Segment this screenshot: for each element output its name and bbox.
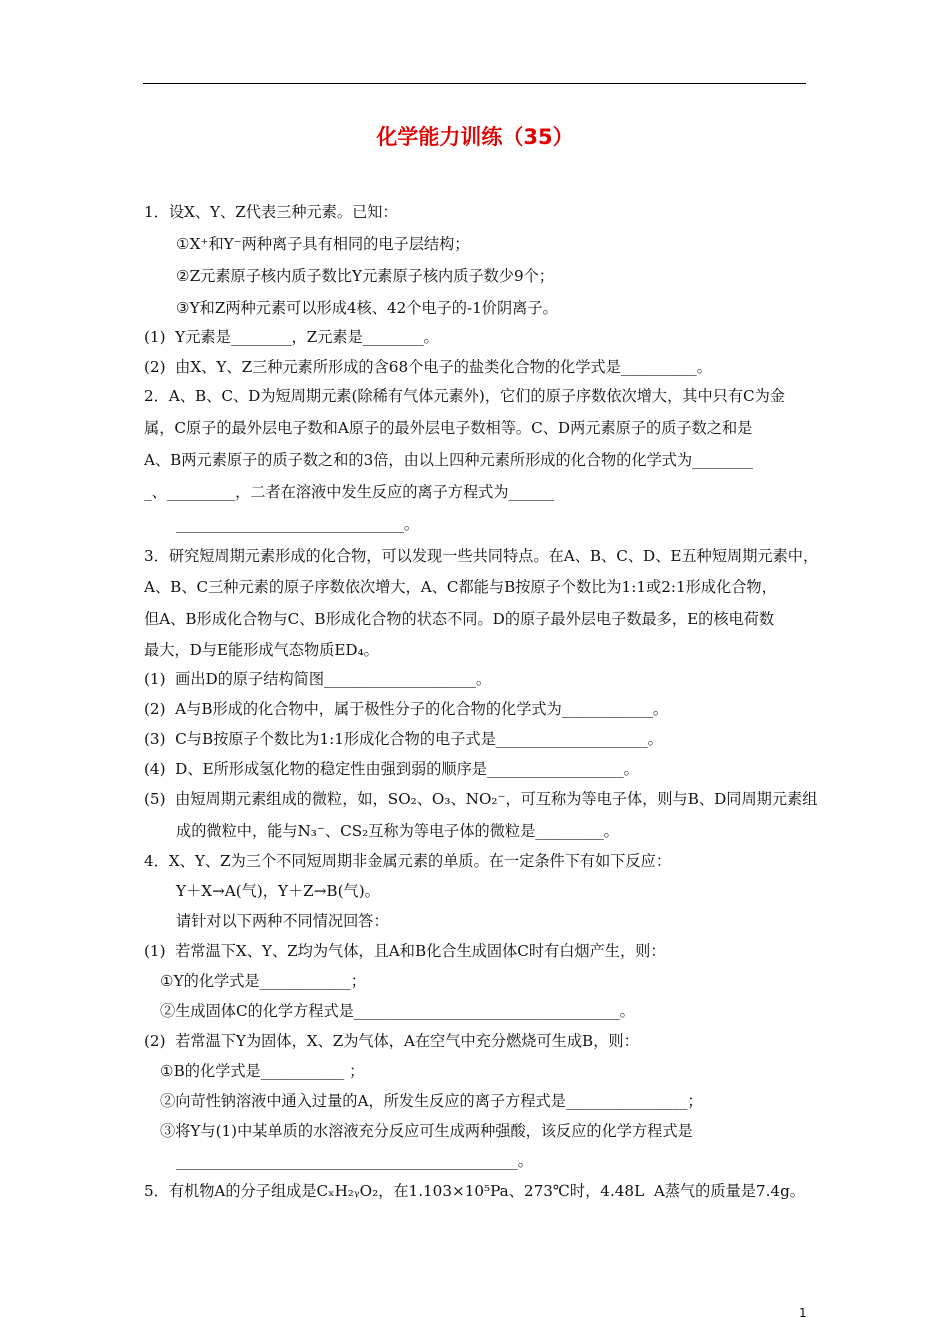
q4-part-1: (1) 若常温下X、Y、Z均为气体，且A和B化合生成固体C时有白烟产生，则： [144, 942, 666, 960]
q3-line-4: 最大，D与E能形成气态物质ED₄。 [144, 641, 379, 659]
q4-part-2: (2) 若常温下Y为固体，X、Z为气体，A在空气中充分燃烧可生成B，则： [144, 1032, 639, 1050]
q3-part-2: (2) A与B形成的化合物中，属于极性分子的化合物的化学式为____________。 [144, 700, 669, 718]
q4-part-2-b: ②向苛性钠溶液中通入过量的A，所发生反应的离子方程式是________________； [160, 1092, 703, 1110]
q2-line-1: 2．A、B、C、D为短周期元素(除稀有气体元素外)，它们的原子序数依次增大，其中只有C为金 [144, 387, 785, 405]
q3-part-1: (1) 画出D的原子结构简图____________________。 [144, 670, 492, 688]
q1-part-1: (1) Y元素是________，Z元素是________。 [144, 328, 439, 346]
q3-line-1: 3．研究短周期元素形成的化合物，可以发现一些共同特点。在A、B、C、D、E五种短周期元素中， [144, 547, 819, 565]
q3-part-5-cont: 成的微粒中，能与N₃⁻、CS₂互称为等电子体的微粒是_________。 [176, 822, 619, 840]
q1-stem: 1．设X、Y、Z代表三种元素。已知： [144, 203, 398, 221]
q4-part-1-b: ②生成固体C的化学方程式是___________________________________。 [160, 1002, 635, 1020]
q1-condition-2: ②Z元素原子核内质子数比Y元素原子核内质子数少9个； [176, 267, 554, 285]
q4-part-2-a: ①B的化学式是___________ ； [160, 1062, 365, 1080]
q4-part-1-a: ①Y的化学式是____________； [160, 972, 366, 990]
q3-part-5: (5) 由短周期元素组成的微粒，如，SO₂、O₃、NO₂⁻，可互称为等电子体，则与B、D同周期元素组 [144, 790, 818, 808]
q1-part-2: (2) 由X、Y、Z三种元素所形成的含68个电子的盐类化合物的化学式是__________。 [144, 358, 712, 376]
q1-condition-1: ①X⁺和Y⁻两种离子具有相同的电子层结构； [176, 235, 470, 253]
q2-line-4: _、_________，二者在溶液中发生反应的离子方程式为______ [144, 483, 555, 501]
page-title: 化学能力训练（35） [376, 125, 574, 149]
q4-stem: 4．X、Y、Z为三个不同短周期非金属元素的单质。在一定条件下有如下反应： [144, 852, 672, 870]
q5-stem: 5．有机物A的分子组成是CₓH₂ᵧO₂，在1.103×10⁵Pa、273℃时，4.48L A蒸气的质量是7.4g。 [144, 1182, 805, 1200]
q1-condition-3: ③Y和Z两种元素可以形成4核、42个电子的-1价阴离子。 [176, 299, 558, 317]
q4-reactions: Y＋X→A(气)，Y＋Z→B(气)。 [176, 882, 380, 900]
header-rule [143, 83, 806, 84]
q3-line-2: A、B、C三种元素的原子序数依次增大，A、C都能与B按原子个数比为1:1或2:1形成化合物， [144, 578, 777, 596]
q4-part-2-c: ③将Y与(1)中某单质的水溶液充分反应可生成两种强酸，该反应的化学方程式是 [160, 1122, 693, 1140]
q4-instruction: 请针对以下两种不同情况回答： [176, 912, 389, 930]
q4-part-2-c-blank: _____________________________________________。 [176, 1152, 533, 1170]
q2-line-5: ______________________________。 [176, 515, 419, 533]
q2-line-3: A、B两元素原子的质子数之和的3倍，由以上四种元素所形成的化合物的化学式为________ [144, 451, 753, 469]
q3-line-3: 但A、B形成化合物与C、B形成化合物的状态不同。D的原子最外层电子数最多，E的核电荷数 [144, 610, 775, 628]
page-number: 1 [799, 1306, 807, 1320]
q3-part-4: (4) D、E所形成氢化物的稳定性由强到弱的顺序是__________________。 [144, 760, 639, 778]
q2-line-2: 属，C原子的最外层电子数和A原子的最外层电子数相等。C、D两元素原子的质子数之和是 [144, 419, 753, 437]
q3-part-3: (3) C与B按原子个数比为1:1形成化合物的电子式是____________________。 [144, 730, 663, 748]
